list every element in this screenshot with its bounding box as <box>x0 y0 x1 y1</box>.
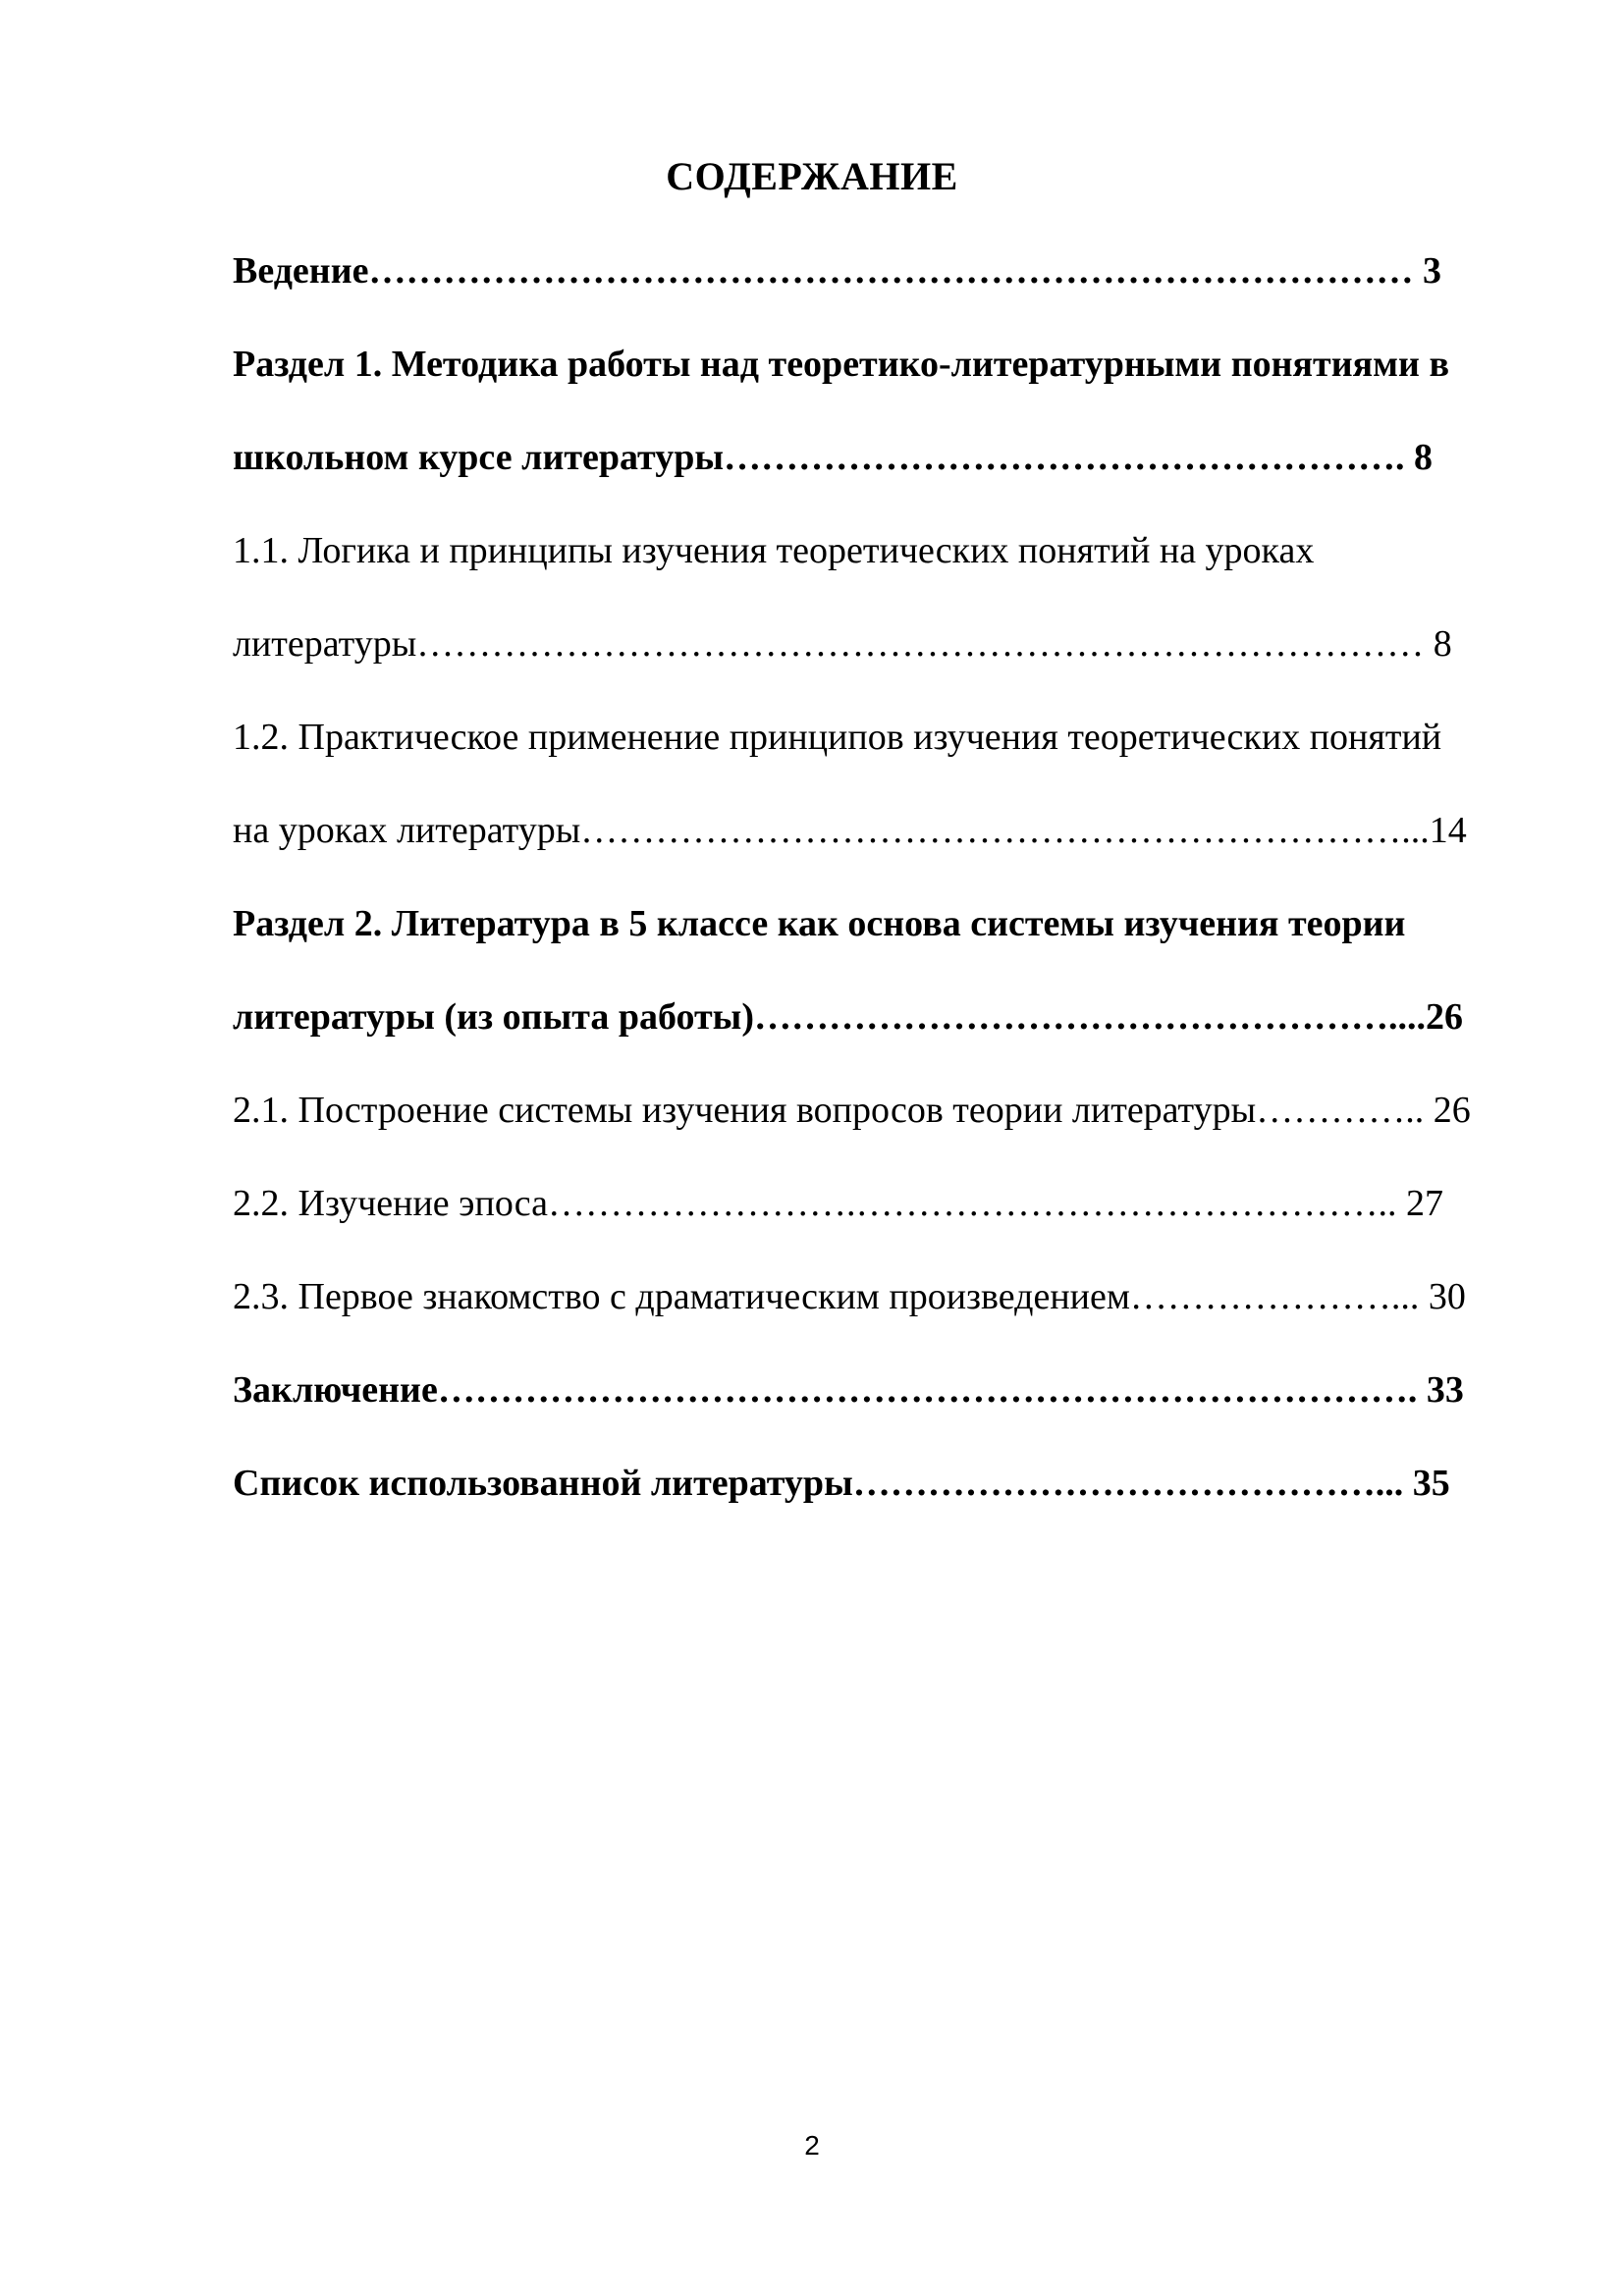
toc-entry-2-2: 2.2. Изучение эпоса…………………….…………………………………….. 27 <box>233 1183 1443 1224</box>
toc-entry-section-1-title-cont: школьном курсе литературы………………………………………………. 8 <box>233 437 1433 478</box>
toc-entry-1-1: 1.1. Логика и принципы изучения теоретических понятий на уроках <box>233 530 1315 571</box>
toc-entry-bibliography: Список использованной литературы……………………………………... 35 <box>233 1463 1450 1504</box>
toc-entry-introduction: Ведение………………………………………………………………………… 3 <box>233 250 1441 292</box>
toc-entry-1-2: 1.2. Практическое применение принципов изучения теоретических понятий <box>233 717 1442 758</box>
page-title: СОДЕРЖАНИЕ <box>666 154 958 198</box>
toc-entry-1-1-cont: литературы……………………………………………………………………… 8 <box>233 623 1452 665</box>
toc-entry-section-2-title: Раздел 2. Литература в 5 классе как основа системы изучения теории <box>233 903 1406 944</box>
toc-entry-2-3: 2.3. Первое знакомство с драматическим произведением…………………... 30 <box>233 1276 1466 1317</box>
page-number: 2 <box>804 2130 820 2161</box>
toc-entry-2-1: 2.1. Построение системы изучения вопросов теории литературы………….. 26 <box>233 1090 1471 1131</box>
toc-entry-section-1-title: Раздел 1. Методика работы над теоретико-литературными понятиями в <box>233 344 1449 385</box>
toc-entry-conclusion: Заключение……………………………………………………………………. 33 <box>233 1369 1464 1411</box>
toc-entry-section-2-title-cont: литературы (из опыта работы)……………………………………………....26 <box>233 996 1463 1038</box>
toc-entry-1-2-cont: на уроках литературы…………………………………………………………...14 <box>233 810 1467 851</box>
